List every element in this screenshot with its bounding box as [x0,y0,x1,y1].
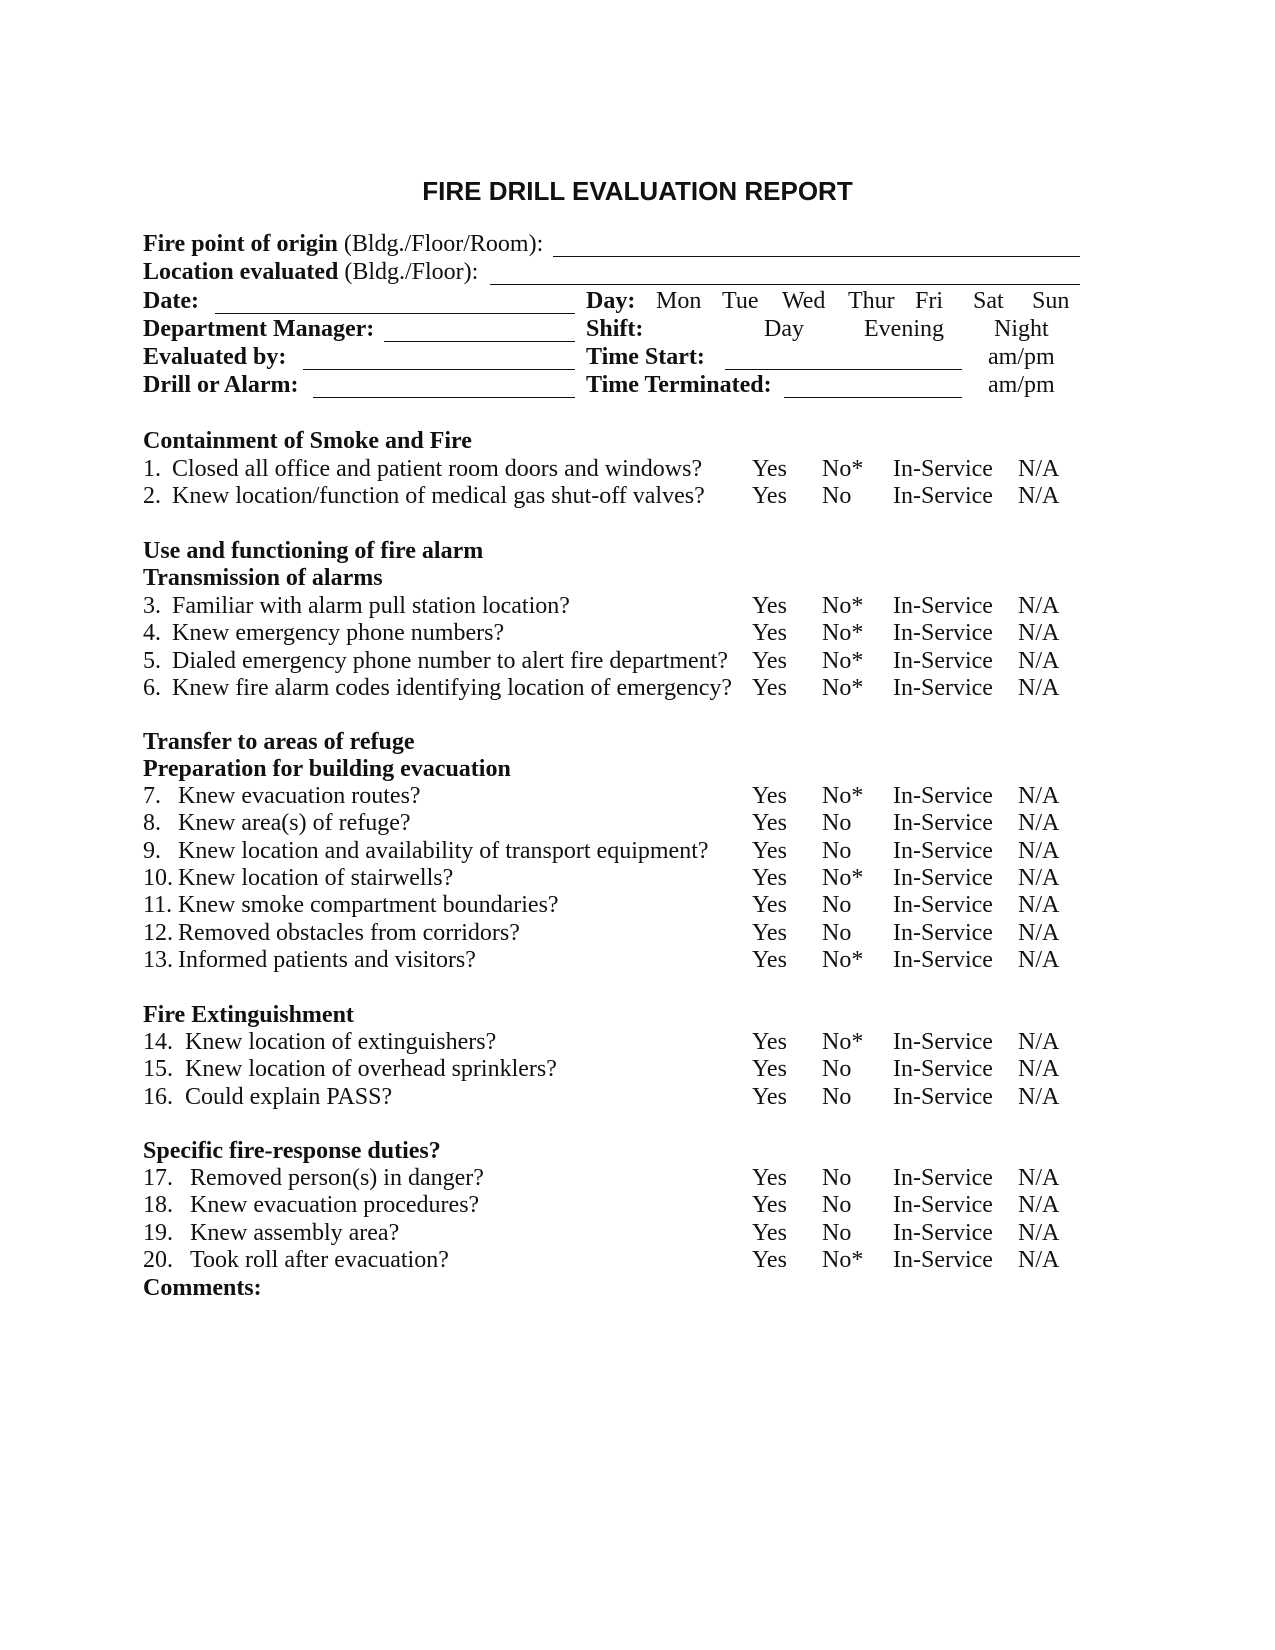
answer-yes[interactable]: Yes [752,1029,787,1055]
drill-or-alarm-field[interactable] [313,397,575,398]
shift-option-day[interactable]: Day [764,316,804,342]
answer-yes[interactable]: Yes [752,810,787,836]
answer-no[interactable]: No [822,920,852,946]
question-text: Familiar with alarm pull station location? [172,593,570,619]
question-text: Removed obstacles from corridors? [178,920,520,946]
answer-na[interactable]: N/A [1018,675,1060,701]
answer-in-service[interactable]: In-Service [893,1247,993,1273]
day-option-sun[interactable]: Sun [1032,288,1070,314]
answer-na[interactable]: N/A [1018,1247,1060,1273]
question-text: Knew location of overhead sprinklers? [185,1056,557,1082]
day-option-tue[interactable]: Tue [722,288,759,314]
day-option-mon[interactable]: Mon [656,288,702,314]
question-number: 11. [143,892,173,918]
question-text: Knew location of extinguishers? [185,1029,497,1055]
question-number: 18. [143,1192,173,1218]
question-text: Closed all office and patient room doors and windows? [172,456,703,482]
answer-na[interactable]: N/A [1018,920,1060,946]
answer-no[interactable]: No* [822,456,864,482]
answer-yes[interactable]: Yes [752,1192,787,1218]
answer-in-service[interactable]: In-Service [893,593,993,619]
question-number: 16. [143,1084,173,1110]
answer-yes[interactable]: Yes [752,483,787,509]
answer-yes[interactable]: Yes [752,1056,787,1082]
location-evaluated-field[interactable] [490,284,1080,285]
answer-na[interactable]: N/A [1018,1056,1060,1082]
answer-na[interactable]: N/A [1018,483,1060,509]
time-start-label: Time Start: [586,344,705,370]
shift-option-evening[interactable]: Evening [864,316,944,342]
section-heading: Fire Extinguishment [143,1002,354,1028]
answer-yes[interactable]: Yes [752,1247,787,1273]
answer-yes[interactable]: Yes [752,783,787,809]
question-number: 7. [143,783,161,809]
answer-yes[interactable]: Yes [752,838,787,864]
answer-no[interactable]: No [822,1220,852,1246]
answer-na[interactable]: N/A [1018,892,1060,918]
answer-in-service[interactable]: In-Service [893,1056,993,1082]
question-number: 4. [143,620,161,646]
answer-in-service[interactable]: In-Service [893,483,993,509]
question-text: Knew location of stairwells? [178,865,454,891]
evaluated-by-label: Evaluated by: [143,344,287,370]
question-text: Knew smoke compartment boundaries? [178,892,559,918]
answer-yes[interactable]: Yes [752,620,787,646]
question-number: 12. [143,920,173,946]
answer-no[interactable]: No* [822,620,864,646]
answer-na[interactable]: N/A [1018,810,1060,836]
location-evaluated-label: Location evaluated (Bldg./Floor): [143,259,479,285]
question-text: Took roll after evacuation? [190,1247,449,1273]
question-text: Knew fire alarm codes identifying location of emergency? [172,675,733,701]
answer-no[interactable]: No* [822,648,864,674]
time-terminated-field[interactable] [784,397,962,398]
answer-no[interactable]: No [822,838,852,864]
answer-yes[interactable]: Yes [752,593,787,619]
question-number: 17. [143,1165,173,1191]
answer-in-service[interactable]: In-Service [893,1165,993,1191]
question-text: Knew area(s) of refuge? [178,810,411,836]
answer-na[interactable]: N/A [1018,620,1060,646]
answer-na[interactable]: N/A [1018,648,1060,674]
question-text: Knew evacuation procedures? [190,1192,480,1218]
answer-yes[interactable]: Yes [752,865,787,891]
question-number: 1. [143,456,161,482]
question-text: Dialed emergency phone number to alert fire department? [172,648,728,674]
answer-no[interactable]: No [822,1165,852,1191]
question-text: Knew location and availability of transport equipment? [178,838,709,864]
answer-no[interactable]: No [822,483,852,509]
answer-in-service[interactable]: In-Service [893,620,993,646]
answer-yes[interactable]: Yes [752,1084,787,1110]
question-number: 9. [143,838,161,864]
answer-in-service[interactable]: In-Service [893,947,993,973]
answer-na[interactable]: N/A [1018,865,1060,891]
time-start-field[interactable] [725,369,962,370]
date-label: Date: [143,288,199,314]
time-terminated-ampm: am/pm [988,372,1055,398]
answer-yes[interactable]: Yes [752,920,787,946]
shift-label: Shift: [586,316,644,342]
day-label: Day: [586,288,636,314]
question-text: Knew location/function of medical gas shut-off valves? [172,483,705,509]
question-number: 19. [143,1220,173,1246]
answer-in-service[interactable]: In-Service [893,892,993,918]
section-heading: Specific fire-response duties? [143,1138,441,1164]
answer-na[interactable]: N/A [1018,783,1060,809]
answer-in-service[interactable]: In-Service [893,783,993,809]
section-heading: Use and functioning of fire alarm [143,538,484,564]
answer-yes[interactable]: Yes [752,1165,787,1191]
shift-option-night[interactable]: Night [994,316,1049,342]
question-number: 14. [143,1029,173,1055]
answer-na[interactable]: N/A [1018,1029,1060,1055]
answer-no[interactable]: No [822,1084,852,1110]
question-number: 10. [143,865,173,891]
answer-yes[interactable]: Yes [752,947,787,973]
question-number: 15. [143,1056,173,1082]
time-start-ampm: am/pm [988,344,1055,370]
question-number: 6. [143,675,161,701]
day-option-wed[interactable]: Wed [782,288,826,314]
evaluated-by-field[interactable] [303,369,575,370]
question-number: 20. [143,1247,173,1273]
question-text: Removed person(s) in danger? [190,1165,484,1191]
report-title: FIRE DRILL EVALUATION REPORT [422,176,853,206]
day-option-thur[interactable]: Thur [848,288,895,314]
answer-na[interactable]: N/A [1018,1084,1060,1110]
answer-yes[interactable]: Yes [752,892,787,918]
day-option-fri[interactable]: Fri [915,288,944,314]
answer-no[interactable]: No* [822,1247,864,1273]
answer-no[interactable]: No* [822,865,864,891]
answer-in-service[interactable]: In-Service [893,456,993,482]
question-text: Knew assembly area? [190,1220,400,1246]
question-text: Knew emergency phone numbers? [172,620,505,646]
question-number: 8. [143,810,161,836]
department-manager-field[interactable] [384,341,575,342]
answer-na[interactable]: N/A [1018,456,1060,482]
time-terminated-label: Time Terminated: [586,372,772,398]
answer-no[interactable]: No* [822,947,864,973]
answer-yes[interactable]: Yes [752,1220,787,1246]
answer-no[interactable]: No [822,892,852,918]
answer-yes[interactable]: Yes [752,456,787,482]
answer-na[interactable]: N/A [1018,1192,1060,1218]
answer-in-service[interactable]: In-Service [893,1220,993,1246]
drill-or-alarm-label: Drill or Alarm: [143,372,299,398]
answer-no[interactable]: No* [822,1029,864,1055]
answer-in-service[interactable]: In-Service [893,838,993,864]
answer-in-service[interactable]: In-Service [893,1029,993,1055]
answer-na[interactable]: N/A [1018,1220,1060,1246]
answer-no[interactable]: No [822,1056,852,1082]
fire-point-field[interactable] [553,256,1080,257]
question-text: Informed patients and visitors? [178,947,476,973]
section-heading: Preparation for building evacuation [143,756,511,782]
answer-in-service[interactable]: In-Service [893,865,993,891]
question-number: 5. [143,648,161,674]
answer-in-service[interactable]: In-Service [893,1084,993,1110]
department-manager-label: Department Manager: [143,316,375,342]
answer-no[interactable]: No [822,810,852,836]
answer-no[interactable]: No* [822,593,864,619]
answer-in-service[interactable]: In-Service [893,920,993,946]
answer-in-service[interactable]: In-Service [893,1192,993,1218]
answer-no[interactable]: No* [822,783,864,809]
answer-in-service[interactable]: In-Service [893,810,993,836]
question-number: 2. [143,483,161,509]
answer-yes[interactable]: Yes [752,675,787,701]
answer-no[interactable]: No* [822,675,864,701]
date-field[interactable] [215,313,575,314]
section-heading: Containment of Smoke and Fire [143,428,472,454]
question-number: 3. [143,593,161,619]
answer-na[interactable]: N/A [1018,1165,1060,1191]
comments-label: Comments: [143,1275,262,1301]
question-number: 13. [143,947,173,973]
section-heading: Transfer to areas of refuge [143,729,415,755]
answer-yes[interactable]: Yes [752,648,787,674]
answer-na[interactable]: N/A [1018,947,1060,973]
answer-no[interactable]: No [822,1192,852,1218]
answer-na[interactable]: N/A [1018,838,1060,864]
section-heading: Transmission of alarms [143,565,383,591]
answer-na[interactable]: N/A [1018,593,1060,619]
answer-in-service[interactable]: In-Service [893,675,993,701]
fire-point-label: Fire point of origin (Bldg./Floor/Room): [143,231,544,257]
question-text: Could explain PASS? [185,1084,393,1110]
answer-in-service[interactable]: In-Service [893,648,993,674]
day-option-sat[interactable]: Sat [973,288,1004,314]
question-text: Knew evacuation routes? [178,783,421,809]
